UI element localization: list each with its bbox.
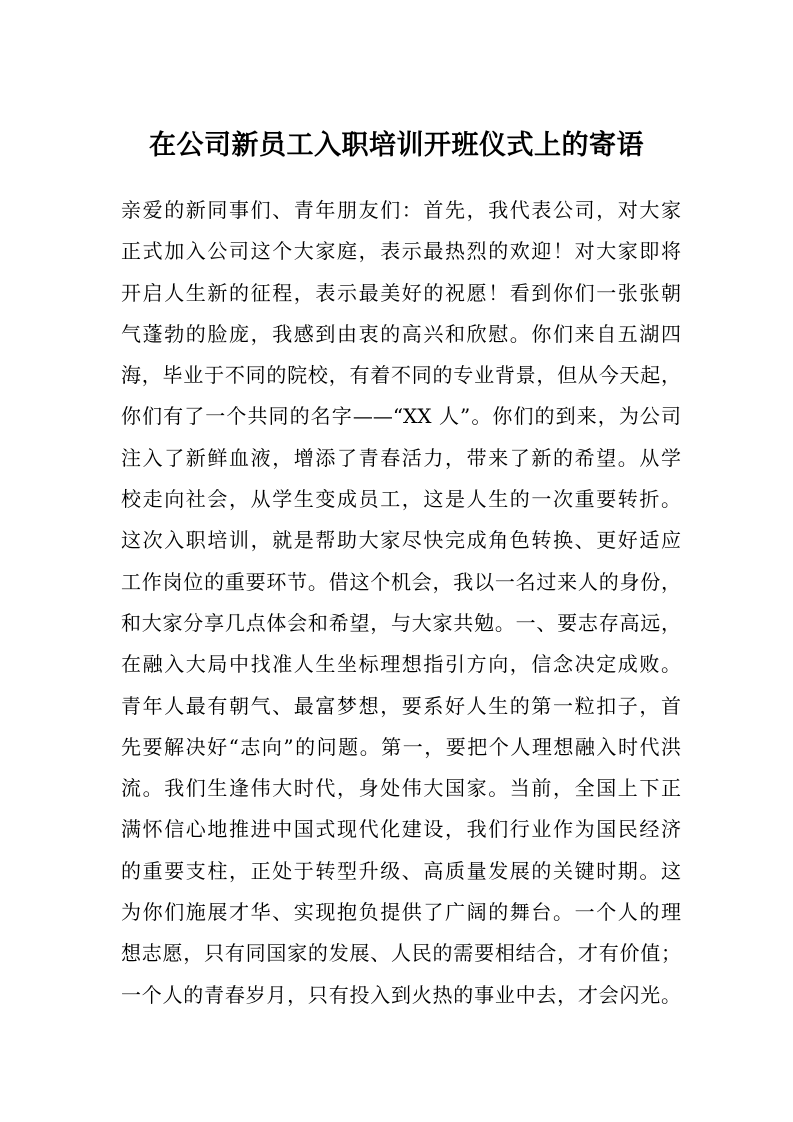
body-line: 注入了新鲜血液，增添了青春活力，带来了新的希望。从学 (121, 445, 681, 470)
body-line: 和大家分享几点体会和希望，与大家共勉。一、要志存高远， (121, 610, 681, 635)
body-line: 气蓬勃的脸庞，我感到由衷的高兴和欣慰。你们来自五湖四 (121, 321, 681, 346)
body-line: 流。我们生逢伟大时代，身处伟大国家。当前，全国上下正 (121, 776, 681, 801)
body-line: 开启人生新的征程，表示最美好的祝愿！看到你们一张张朝 (121, 280, 681, 305)
body-line: 校走向社会，从学生变成员工，这是人生的一次重要转折。 (121, 487, 681, 512)
body-line: 这次入职培训，就是帮助大家尽快完成角色转换、更好适应 (121, 528, 681, 553)
body-line: 为你们施展才华、实现抱负提供了广阔的舞台。一个人的理 (121, 900, 681, 925)
document-title: 在公司新员工入职培训开班仪式上的寄语 (149, 130, 644, 161)
body-line: 正式加入公司这个大家庭，表示最热烈的欢迎！对大家即将 (121, 239, 681, 264)
body-line: 先要解决好“志向”的问题。第一，要把个人理想融入时代洪 (121, 734, 681, 759)
body-line: 亲爱的新同事们、青年朋友们：首先，我代表公司，对大家 (121, 198, 681, 222)
body-line: 满怀信心地推进中国式现代化建设，我们行业作为国民经济 (121, 817, 681, 842)
body-line: 想志愿，只有同国家的发展、人民的需要相结合，才有价值； (121, 941, 681, 966)
body-line: 海，毕业于不同的院校，有着不同的专业背景，但从今天起， (121, 363, 681, 388)
body-line: 你们有了一个共同的名字——“XX 人”。你们的到来，为公司 (121, 404, 681, 429)
body-line: 工作岗位的重要环节。借这个机会，我以一名过来人的身份， (121, 569, 681, 594)
body-line: 青年人最有朝气、最富梦想，要系好人生的第一粒扣子，首 (121, 693, 681, 718)
body-line: 在融入大局中找准人生坐标理想指引方向，信念决定成败。 (121, 652, 681, 677)
document-body (121, 190, 681, 1016)
body-line: 的重要支柱，正处于转型升级、高质量发展的关键时期。这 (121, 858, 681, 883)
body-line: 一个人的青春岁月，只有投入到火热的事业中去，才会闪光。 (121, 982, 681, 1007)
